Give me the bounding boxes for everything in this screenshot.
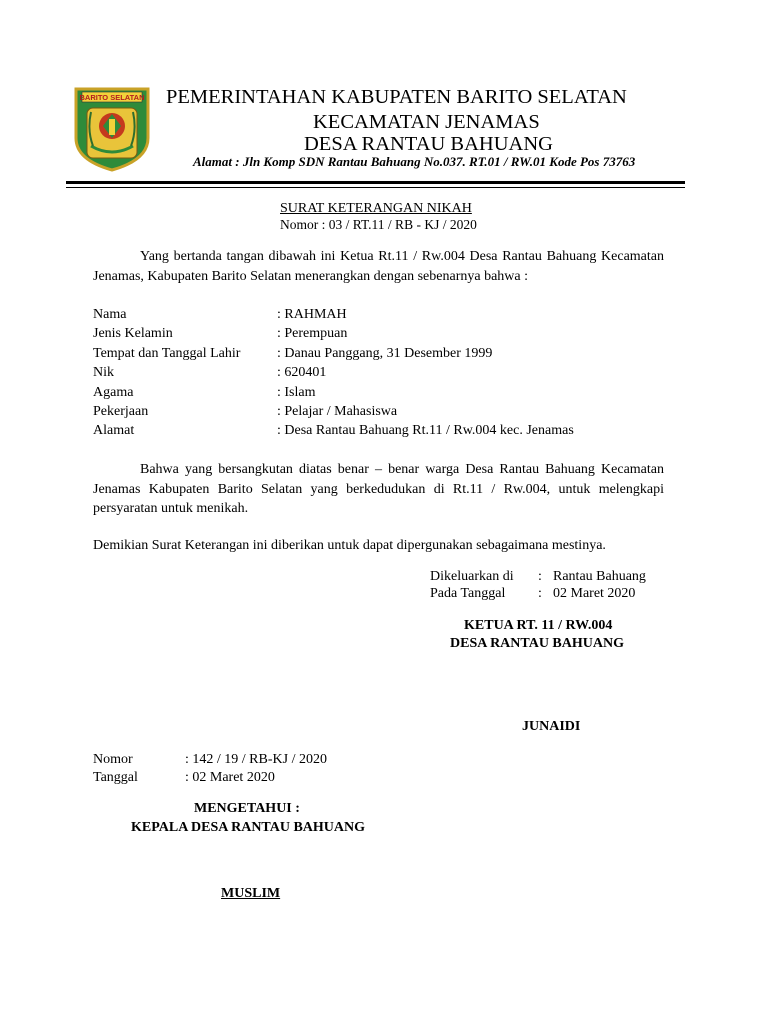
issued-place-sep: :	[538, 569, 542, 584]
intro-paragraph: Yang bertanda tangan dibawah ini Ketua Rt.11 / Rw.004 Desa Rantau Bahuang Kecamatan Jenamas, Kabupaten Barito Selatan menerangkan dengan sebenarnya bahwa :	[93, 249, 664, 284]
field-label: Tempat dan Tanggal Lahir	[93, 346, 241, 361]
issued-date-label: Pada Tanggal	[430, 586, 506, 601]
field-value: : RAHMAH	[277, 307, 347, 322]
field-label: Pekerjaan	[93, 404, 149, 419]
regency-emblem	[73, 86, 151, 172]
signer-title-1: KETUA RT. 11 / RW.004	[464, 618, 613, 633]
field-label: Nama	[93, 307, 127, 322]
register-nomor-value: : 142 / 19 / RB-KJ / 2020	[185, 752, 327, 767]
closing-paragraph: Demikian Surat Keterangan ini diberikan untuk dapat dipergunakan sebagaimana mestinya.	[93, 538, 606, 553]
field-label: Jenis Kelamin	[93, 326, 173, 341]
header-rule-thin	[66, 187, 685, 188]
letter-number: Nomor : 03 / RT.11 / RB - KJ / 2020	[280, 217, 477, 232]
header-line-1: PEMERINTAHAN KABUPATEN BARITO SELATAN	[166, 86, 627, 108]
register-nomor-label: Nomor	[93, 752, 133, 767]
field-label: Alamat	[93, 423, 135, 438]
acknowledge-label: MENGETAHUI :	[194, 801, 300, 816]
signer-name: JUNAIDI	[522, 719, 581, 734]
field-value: : Islam	[277, 385, 316, 400]
field-value: : Desa Rantau Bahuang Rt.11 / Rw.004 kec. Jenamas	[277, 423, 574, 438]
field-value: : 620401	[277, 365, 327, 380]
issued-place-value: Rantau Bahuang	[553, 569, 646, 584]
letter-title: SURAT KETERANGAN NIKAH	[280, 201, 472, 216]
header-address: Alamat : Jln Komp SDN Rantau Bahuang No.037. RT.01 / RW.01 Kode Pos 73763	[193, 154, 636, 169]
field-label: Agama	[93, 385, 134, 400]
issued-date-value: 02 Maret 2020	[553, 586, 636, 601]
register-tanggal-label: Tanggal	[93, 770, 138, 785]
field-value: : Pelajar / Mahasiswa	[277, 404, 398, 419]
header-rule-thick	[66, 181, 685, 184]
register-tanggal-value: : 02 Maret 2020	[185, 770, 275, 785]
issued-date-sep: :	[538, 586, 542, 601]
field-value: : Perempuan	[277, 326, 348, 341]
issued-date-line	[430, 586, 648, 604]
header-line-2: KECAMATAN JENAMAS	[313, 111, 540, 133]
signer-title-2: DESA RANTAU BAHUANG	[450, 636, 624, 651]
header-line-3: DESA RANTAU BAHUANG	[304, 133, 553, 155]
body-paragraph: Bahwa yang bersangkutan diatas benar – benar warga Desa Rantau Bahuang Kecamatan Jenamas Kabupaten Barito Selatan yang berkedudukan di Rt.11 / Rw.004, untuk melengkapi persyaratan untuk menikah.	[93, 462, 664, 516]
acknowledge-title: KEPALA DESA RANTAU BAHUANG	[131, 820, 366, 835]
acknowledge-name: MUSLIM	[221, 886, 281, 901]
emblem-text: BARITO SELATAN	[79, 93, 145, 102]
issued-place-label: Dikeluarkan di	[430, 569, 514, 584]
field-label: Nik	[93, 365, 114, 380]
field-value: : Danau Panggang, 31 Desember 1999	[277, 346, 493, 361]
